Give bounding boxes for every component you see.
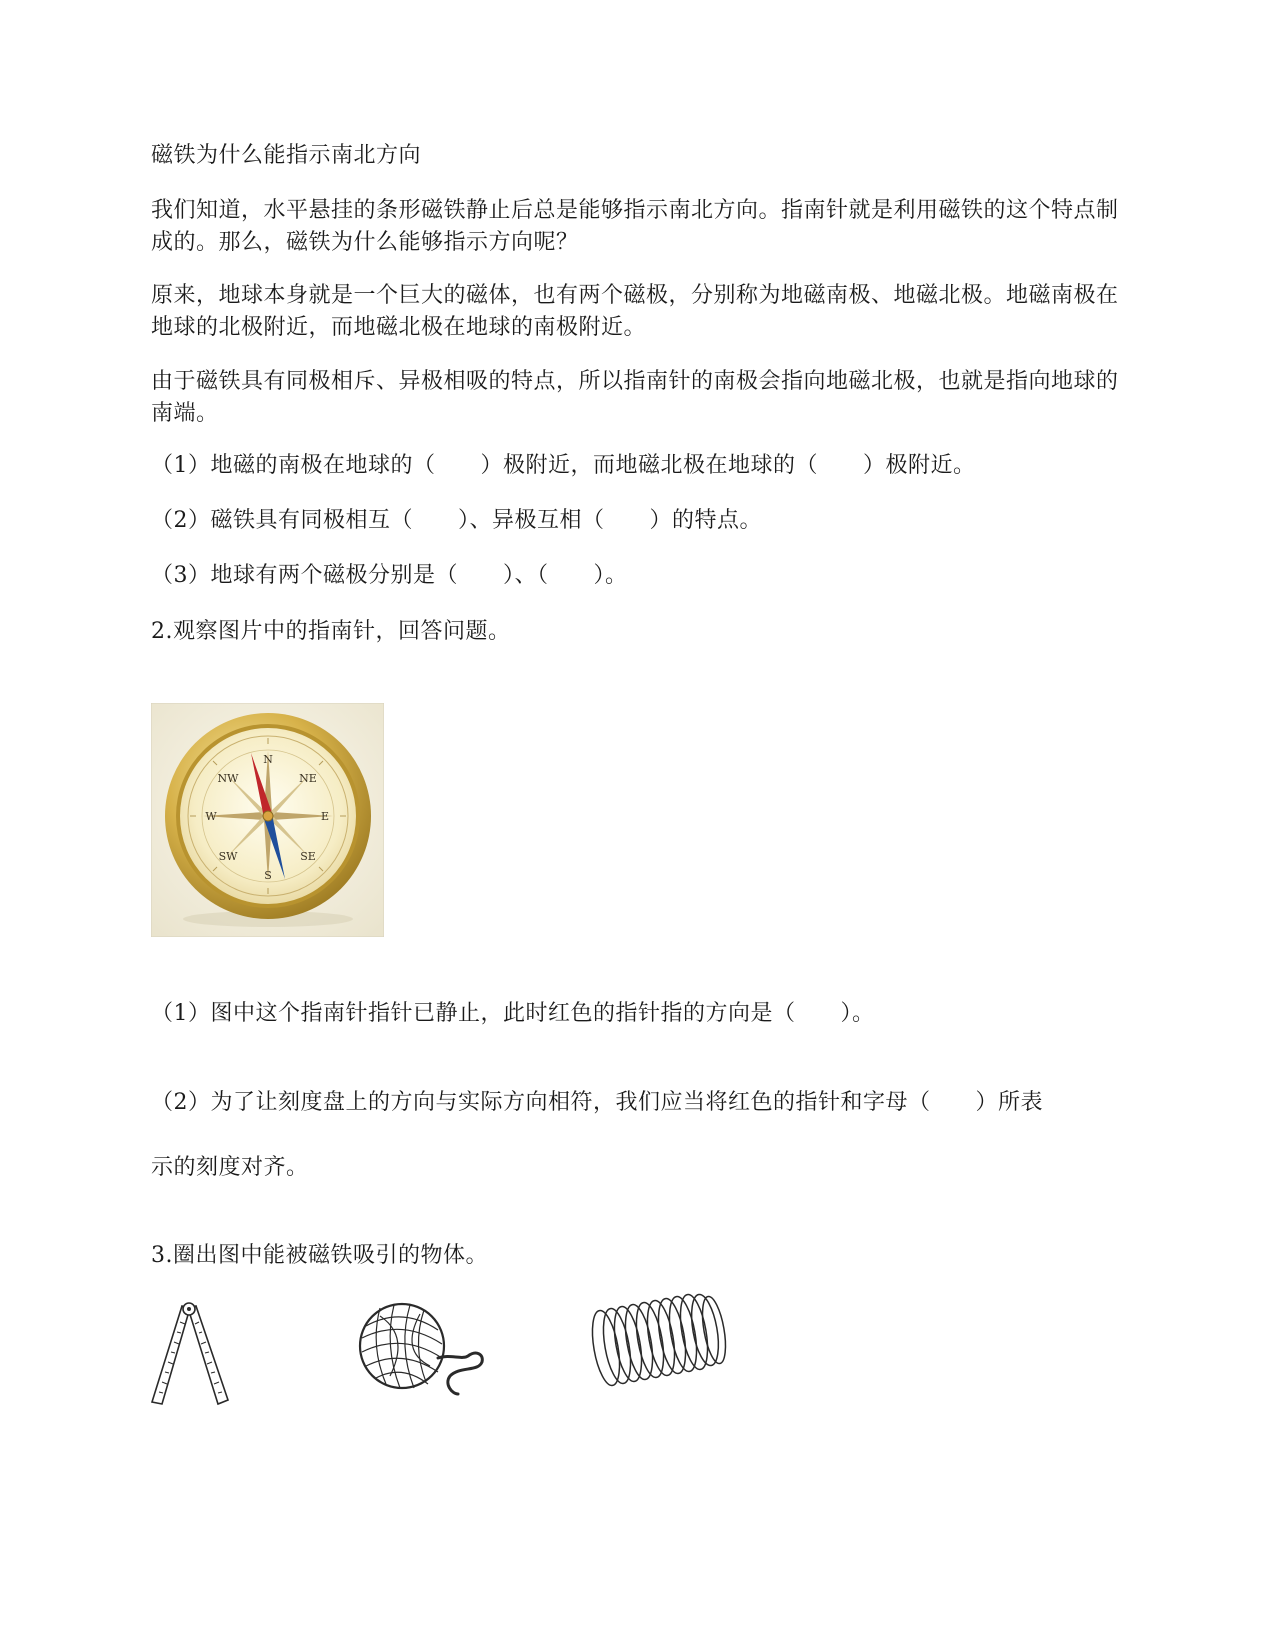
q2-heading: 2.观察图片中的指南针，回答问题。 xyxy=(151,619,511,644)
q2-item-2-continued: 示的刻度对齐。 xyxy=(151,1155,309,1180)
q2-item-1: （1）图中这个指南针指针已静止，此时红色的指针指的方向是（ ）。 xyxy=(151,1001,875,1026)
coil-spring-image xyxy=(588,1290,730,1390)
yarn-ball-image xyxy=(350,1296,500,1406)
passage-paragraph-2: 原来，地球本身就是一个巨大的磁体，也有两个磁极，分别称为地磁南极、地磁北极。地磁南极在地球的北极附近，而地磁北极在地球的南极附近。 xyxy=(151,283,1119,340)
compass-label-s: S xyxy=(264,869,272,882)
compass-label-e: E xyxy=(320,810,330,823)
q3-heading: 3.圈出图中能被磁铁吸引的物体。 xyxy=(151,1243,488,1268)
q2-item-2: （2）为了让刻度盘上的方向与实际方向相符，我们应当将红色的指针和字母（ ）所表 xyxy=(151,1090,1044,1115)
passage-paragraph-1: 我们知道，水平悬挂的条形磁铁静止后总是能够指示南北方向。指南针就是利用磁铁的这个特点制成的。那么，磁铁为什么能够指示方向呢？ xyxy=(151,198,1119,255)
passage-paragraph-3: 由于磁铁具有同极相斥、异极相吸的特点，所以指南针的南极会指向地磁北极，也就是指向地球的南端。 xyxy=(151,369,1119,426)
q1-item-2: （2）磁铁具有同极相互（ ）、异极互相（ ）的特点。 xyxy=(151,508,762,533)
compass-label-w: W xyxy=(205,810,217,823)
compass-label-se: SE xyxy=(300,850,316,863)
q1-item-1: （1）地磁的南极在地球的（ ）极附近，而地磁北极在地球的（ ）极附近。 xyxy=(151,453,976,478)
q1-item-3: （3）地球有两个磁极分别是（ ）、（ ）。 xyxy=(151,563,628,588)
compass-label-sw: SW xyxy=(218,850,238,863)
folding-ruler-image xyxy=(148,1300,232,1410)
compass-label-nw: NW xyxy=(217,772,239,785)
passage-title: 磁铁为什么能指示南北方向 xyxy=(151,143,422,168)
compass-label-n: N xyxy=(263,753,273,766)
compass-image xyxy=(151,703,384,937)
compass-label-ne: NE xyxy=(299,772,317,785)
